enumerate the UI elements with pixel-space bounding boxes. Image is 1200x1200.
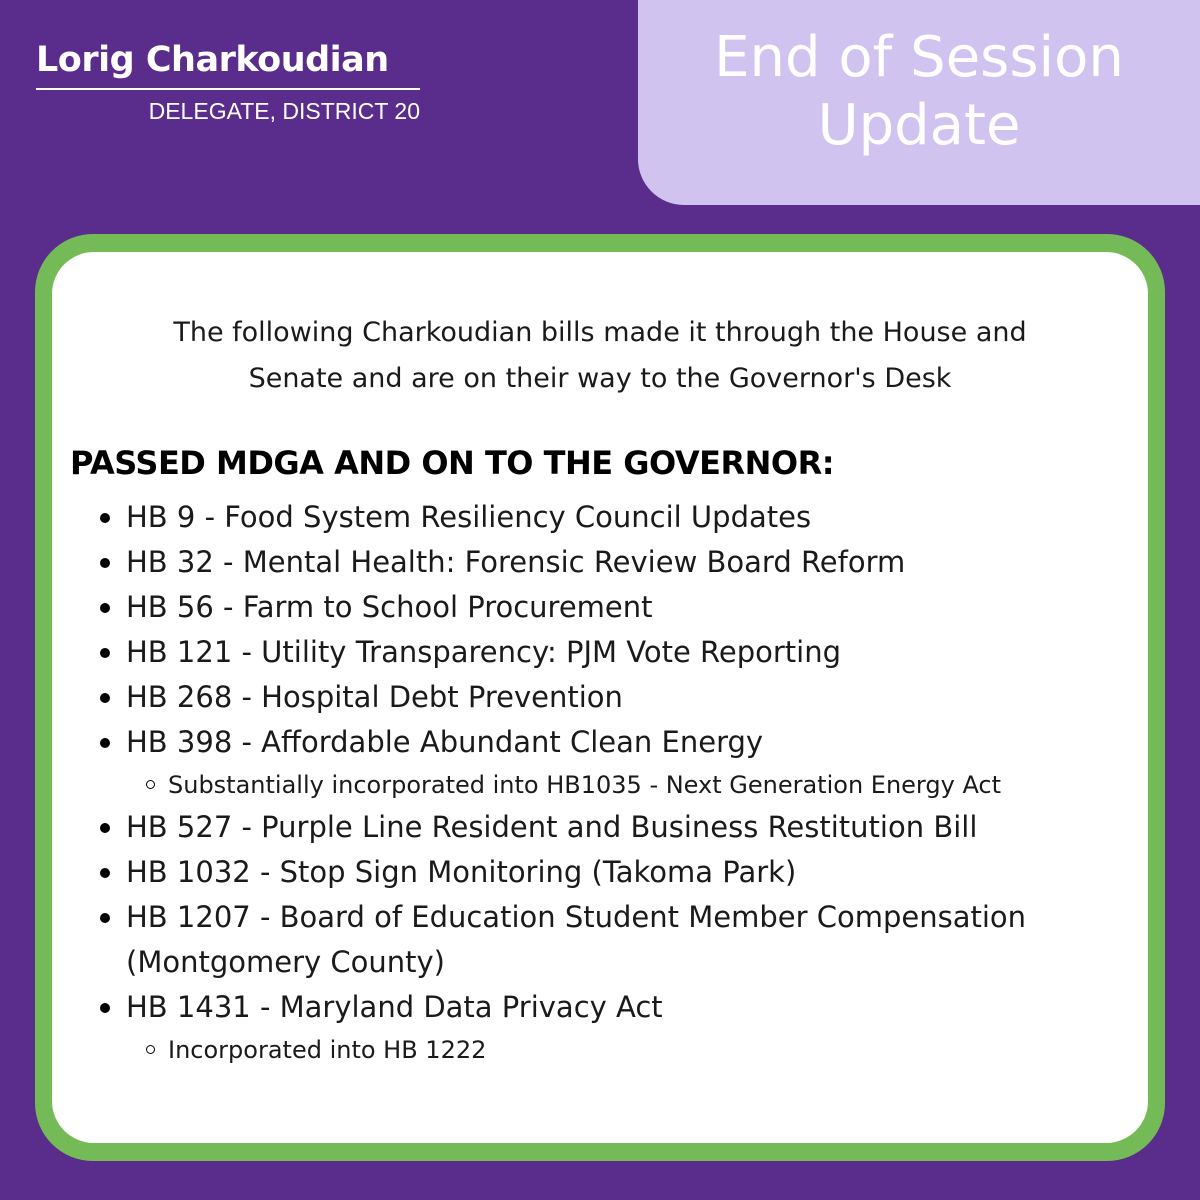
bill-item: [126, 895, 1026, 940]
intro-line-1: The following Charkoudian bills made it through the House and: [173, 317, 1027, 348]
bill-item: [126, 985, 663, 1030]
bill-label: HB 1207 - Board of Education Student Member Compensation: [126, 900, 1027, 934]
bill-label: HB 268 - Hospital Debt Prevention: [126, 680, 623, 714]
bullet-icon: [100, 913, 110, 923]
bill-label: HB 32 - Mental Health: Forensic Review Board Reform: [126, 545, 906, 579]
hollow-bullet-icon: [146, 1045, 155, 1054]
bullet-icon: [100, 823, 110, 833]
bill-label: HB 398 - Affordable Abundant Clean Energy: [126, 725, 764, 759]
bill-label: HB 56 - Farm to School Procurement: [126, 590, 653, 624]
bill-label: HB 121 - Utility Transparency: PJM Vote Reporting: [126, 635, 842, 669]
bill-label: HB 9 - Food System Resiliency Council Updates: [126, 500, 812, 534]
bullet-icon: [100, 513, 110, 523]
sub-item: [168, 1031, 486, 1069]
bill-item: [126, 805, 977, 850]
bullet-icon: [100, 738, 110, 748]
bill-item: [126, 675, 623, 720]
bullet-icon: [100, 1003, 110, 1013]
session-title-box: [638, 0, 1200, 205]
bill-label: HB 527 - Purple Line Resident and Business Restitution Bill: [126, 810, 978, 844]
hollow-bullet-icon: [146, 780, 155, 789]
section-heading: PASSED MDGA AND ON TO THE GOVERNOR:: [70, 444, 835, 482]
bullet-icon: [100, 868, 110, 878]
bill-label: HB 1431 - Maryland Data Privacy Act: [126, 990, 663, 1024]
bill-item-continuation: [126, 940, 445, 985]
intro-text: [60, 310, 1140, 402]
session-title-line-1: End of Session: [714, 25, 1124, 90]
bill-item: [126, 850, 796, 895]
delegate-name: Lorig Charkoudian: [36, 40, 389, 80]
sub-item-label: Substantially incorporated into HB1035 - Next Generation Energy Act: [168, 771, 1002, 799]
delegate-title: DELEGATE, DISTRICT 20: [148, 98, 420, 124]
bill-item: [126, 495, 811, 540]
session-title-line-2: Update: [817, 93, 1021, 158]
bill-label: HB 1032 - Stop Sign Monitoring (Takoma Park): [126, 855, 797, 889]
intro-line-2: Senate and are on their way to the Governor's Desk: [248, 363, 952, 394]
bullet-icon: [100, 603, 110, 613]
bill-continuation-label: (Montgomery County): [126, 945, 445, 979]
sub-item: [168, 766, 1001, 804]
session-title: [638, 24, 1200, 160]
bill-item: [126, 585, 653, 630]
sub-item-label: Incorporated into HB 1222: [168, 1036, 487, 1064]
bullet-icon: [100, 648, 110, 658]
bullet-icon: [100, 693, 110, 703]
bill-item: [126, 630, 841, 675]
name-underline: [36, 88, 420, 90]
bill-item: [126, 720, 763, 765]
bill-item: [126, 540, 905, 585]
bullet-icon: [100, 558, 110, 568]
